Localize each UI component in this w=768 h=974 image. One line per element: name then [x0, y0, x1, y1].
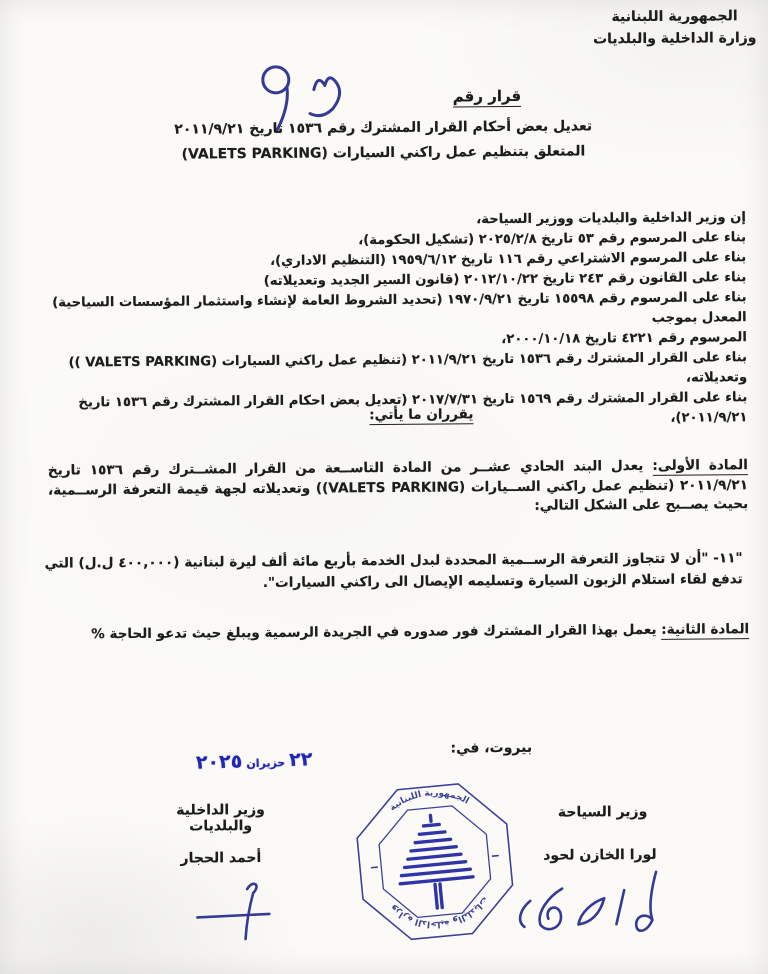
preamble-clause: بناء على القرار المشترك رقم ١٥٣٦ تاريخ ٢٠١١/٩/٢١ (تنظيم عمل راكني السيارات (VALETS PARKING )) وتعديلاته،: [68, 350, 748, 386]
ministry-seal-cedar-stamp: [343, 766, 527, 959]
decree-subtitle-line2: المتعلق بتنظيم عمل راكني السيارات (VALETS PARKING): [181, 143, 586, 163]
preamble: [28, 208, 748, 434]
date-stamp-year: ٢٠٢٥: [195, 750, 243, 774]
preamble-clause: بناء على القرار المشترك رقم ١٥٦٩ تاريخ ٢٠١٧/٧/٣١ (تعديل بعض احكام القرار المشترك رقم ١٥٣٦ تاريخ ٢٠١١/٩/٢١)،: [78, 390, 748, 426]
letterhead-ministry: وزارة الداخلية والبلديات: [592, 30, 757, 48]
letterhead: [593, 5, 757, 50]
decree-number-label: قرار رقم: [452, 86, 522, 106]
preamble-clause: بناء على المرسوم رقم ١٥٥٩٨ تاريخ ١٩٧٠/٩/٢١ (تحديد الشروط العامة لإنشاء واستثمار المؤسسات السياحية) المعدل بموجب: [52, 290, 747, 326]
article-2-label: المادة الثانية:: [661, 621, 750, 638]
tourism-minister-name: لورا الخازن لحود: [543, 846, 657, 864]
date-stamp: [164, 747, 345, 774]
article-1: [48, 456, 748, 520]
decision-lead: يقرران ما يأتي:: [369, 406, 474, 424]
preamble-clause: بناء على المرسوم رقم ٥٣ تاريخ ٢٠٢٥/٢/٨ (تشكيل الحكومة)،: [358, 230, 747, 249]
seal-bottom-text: وزارة الداخلية والبلديات: [388, 894, 490, 929]
interior-minister-name: أحمد الحجار: [180, 849, 262, 867]
preamble-clause: بناء على القانون رقم ٢٤٣ تاريخ ٢٠١٢/١٠/٢٢ (قانون السير الجديد وتعديلاته): [263, 270, 747, 289]
interior-minister-title: وزير الداخلية والبلديات: [176, 801, 265, 835]
article-2-text: يعمل بهذا القرار المشترك فور صدوره في الجريدة الرسمية ويبلغ حيث تدعو الحاجة %: [91, 621, 662, 643]
letterhead-republic: الجمهورية اللبنانية: [611, 8, 738, 26]
preamble-clause: المرسوم رقم ٤٢٢١ تاريخ ٢٠٠٠/١٠/١٨،: [501, 330, 747, 348]
decree-subtitle-line1: تعديل بعض أحكام القرار المشترك رقم ١٥٣٦ تاريخ ٢٠١١/٩/٢١: [174, 118, 593, 138]
preamble-intro: إن وزير الداخلية والبلديات ووزير السياحة،: [476, 210, 746, 228]
tourism-minister-signature: [508, 864, 679, 953]
date-stamp-month: حزيران: [246, 756, 286, 771]
preamble-clause: بناء على المرسوم الاشتراعي رقم ١١٦ تاريخ ١٩٥٩/٦/١٢ (التنظيم الاداري)،: [270, 250, 747, 269]
amended-clause-11: "١١- "أن لا تتجاوز التعرفة الرســمية المحددة لبدل الخدمة بأربع مائة ألف ليرة لبنانية (٤٠٠,٠٠٠ ل.ل) التي تدفع لقاء استلام الزبون السيارة وتسليمه الإيصال الى راكني السيارات".: [44, 550, 743, 591]
interior-minister-signature: [191, 877, 292, 944]
date-stamp-day: ٢٢: [288, 748, 313, 772]
article-1-label: المادة الأولى:: [652, 457, 748, 474]
article-1-text: يعدل البند الحادي عشــر من المادة التاســعة من القرار المشــترك رقم ١٥٣٦ تاريخ ٢٠١١/٩/٢١ (تنظيم عمل راكني الســيارات (VALETS PARKING)) وتعديلاته لجهة قيمة التعرفة الرســمية، بحيث يصــبح على الشكل التالي:: [47, 457, 749, 514]
tourism-minister-title: وزير السياحة: [557, 803, 648, 821]
place-date-label: بيروت، في:: [450, 739, 533, 757]
seal-top-text: الجمهورية اللبنانية: [387, 788, 471, 814]
article-2: [41, 621, 749, 643]
